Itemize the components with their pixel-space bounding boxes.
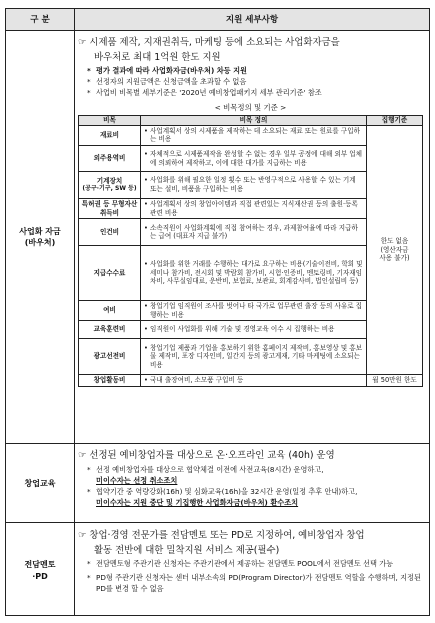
support-details-table [5,8,430,616]
cost-definition: • 임직원이 사업화를 위해 기술 및 경영교육 이수 시 집행하는 비용 [143,325,364,334]
cost-category: 여비 [79,301,141,321]
section-mentor-content [78,529,423,595]
cost-table-header: 비목 [79,115,141,125]
cost-table-header: 집행기준 [367,115,423,125]
section-funding-content [78,36,423,387]
cost-definition: • 사업화를 위해 필요한 일정 횟수 또는 반영구적으로 사용할 수 있는 기계 또는 설비, 비품을 구입하는 비용 [143,176,364,193]
cost-category: 기계장치 (공구·기구, SW 등) [79,172,141,199]
funding-main-line-2: 바우처로 최대 1억원 한도 지원 [94,51,221,63]
section-label-education: 창업교육 [24,478,56,488]
funding-bullet: * 선정자의 지원금액은 신청금액을 초과할 수 없음 [87,77,247,87]
mentor-bullet: * PD형 주관기관 신청자는 센터 내부소속의 PD(Program Director)가 전담멘토 역할을 수행하며, 지정된 PD를 변경 할 수 없음 [87,573,421,594]
cost-category: 재료비 [79,125,141,145]
cost-definition: • 사업계획서 상의 창업아이템과 직접 관련있는 지식재산권 등의 출원·등록관련 비용 [143,200,364,217]
mentor-bullet: * 전담멘토형 주관기관 신청자는 주관기관에서 제공하는 전담멘토 POOL에서 전담멘토 선택 가능 [87,559,394,569]
cost-definition: • 창업기업 임직원이 조사를 벗어나 타 국가로 업무관련 출장 등의 사유로 집행하는 비용 [143,302,364,319]
table-row [79,125,423,145]
section-education [6,443,429,522]
education-bullet: * 선정 예비창업자를 대상으로 협약체결 이전에 사전교육(8시간) 운영하고, 미이수자는 선정 취소조치 [87,464,324,485]
cost-category-table [78,115,423,387]
header-details: 지원 세부사항 [74,9,429,31]
cost-table-header: 비목 정의 [141,115,367,125]
cost-table-title: < 비목정의 및 기준 > [214,102,287,112]
mentor-main-line-2: 활동 전반에 대한 밀착지원 서비스 제공(필수) [94,544,280,556]
cost-category: 특허권 등 무형자산 취득비 [79,199,141,219]
funding-main-line-1: ☞ 시제품 제작, 지재권취득, 마케팅 등에 소요되는 사업화자금을 [78,37,340,48]
education-main-line: ☞ 선정된 예비창업자를 대상으로 온·오프라인 교육 (40h) 운영 [78,450,335,461]
cost-category: 교육훈련비 [79,321,141,339]
table-header [6,9,429,31]
cost-category: 인건비 [79,219,141,246]
cost-category: 외주용역비 [79,146,141,172]
section-education-content [78,449,423,508]
header-category: 구 분 [30,14,50,25]
cost-definition: • 소속직원이 사업화계획에 직접 참여하는 경우, 과제참여율에 따라 지급하는 급여 (대표자 지급 불가) [143,224,364,241]
cost-category: 창업활동비 [79,375,141,387]
education-bullet: * 협약기간 중 역량강화(16h) 및 심화교육(16h)을 32시간 운영(일정 추후 안내)하고, 미이수자는 지원 중단 및 기집행한 사업화자금(바우처) 환수조치 [87,486,358,508]
cost-definition: • 사업계획서 상의 시제품을 제작하는 데 소요되는 재료 또는 원료를 구입하는 비용 [143,127,364,144]
cost-definition: • 국내 출장여비, 소모품 구입비 등 [143,376,364,385]
cost-definition: • 자체적으로 시제품제작을 완성할 수 없는 경우 일부 공정에 대해 외부 업체에 의뢰하여 제작하고, 이에 대한 대가를 지급하는 비용 [143,150,364,167]
execution-standard-last: 월 50만원 한도 [367,375,423,387]
funding-bullet: * 평가 결과에 따라 사업화자금(바우처) 차등 지원 [87,66,248,76]
funding-bullet: * 사업비 비목별 세부기준은 '2020년 예비창업패키지 세부 관리기준' 참조 [87,88,322,98]
section-label-mentor: 전담멘토 ·PD [24,560,56,581]
table-row [79,375,423,387]
section-mentor [6,522,429,617]
cost-definition: • 사업화를 위한 거래를 수행하는 대가로 요구하는 비용(기술이전비, 학회 및 세미나 참가비, 전시회 및 박람회 참가비, 시험·인증비, 멘토링비, 기자재임차비, 사무실임대료, 운반비, 보험료, 보관료, 회계감사비, 법인설립비 등) [143,260,364,286]
cost-definition: • 창업기업 제품과 기업을 홍보하기 위한 홈페이지 제작비, 홍보영상 및 홍보물 제작비, 포장 디자인비, 일간지 등의 광고게재, 기타 마케팅에 소요되는 비용 [143,344,364,370]
section-label-funding: 사업화 자금 (바우처) [19,226,61,247]
cost-category: 광고선전비 [79,339,141,375]
execution-standard: 한도 없음 (영산자금 사용 불가) [367,125,423,374]
mentor-main-line-1: ☞ 창업·경영 전문가를 전담멘토 또는 PD로 지정하여, 예비창업자 창업 [78,530,365,541]
cost-category: 지급수수료 [79,246,141,301]
